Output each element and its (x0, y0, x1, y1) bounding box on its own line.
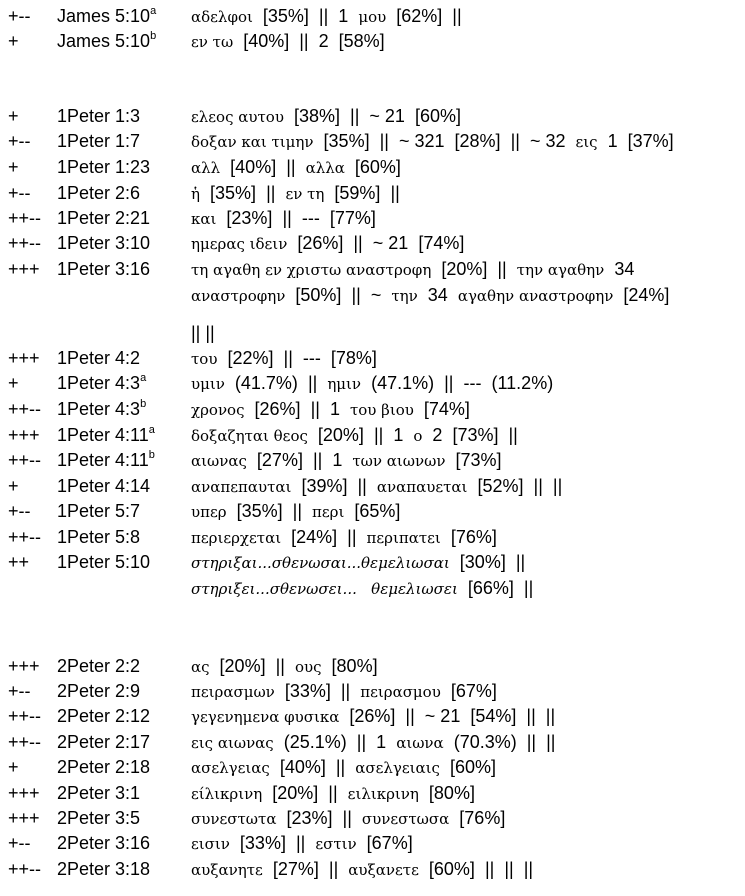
reading-annotation: [24%] (623, 285, 670, 305)
reading-annotation: || (286, 157, 296, 177)
greek-reading: ασελγειαις (355, 759, 440, 777)
variant-readings (191, 423, 518, 449)
verse-reference (57, 525, 140, 550)
variant-readings (191, 730, 555, 756)
verse-reference (57, 704, 150, 729)
rating-mark: + (8, 373, 19, 393)
rating-mark: +++ (8, 348, 40, 368)
rating-mark: ++-- (8, 706, 42, 726)
variant-readings (191, 499, 400, 525)
verse-reference (57, 781, 140, 806)
verse-reference (57, 499, 140, 524)
verse-reference-text: 2Peter 2:9 (57, 681, 141, 701)
rating-mark: ++-- (8, 208, 42, 228)
reading-annotation: [76%] (450, 527, 497, 547)
reading-annotation: || (310, 399, 320, 419)
rating-mark: + (8, 106, 19, 126)
greek-reading: αναστροφην (191, 287, 286, 305)
reading-annotation: || (351, 285, 361, 305)
verse-reference (57, 730, 150, 755)
reading-annotation: [35%] (262, 6, 309, 26)
reading-annotation: || (275, 656, 285, 676)
reading-annotation: || (405, 706, 415, 726)
variant-readings (191, 550, 525, 576)
reading-annotation: 1 (329, 399, 340, 419)
reading-annotation: [50%] (295, 285, 342, 305)
reading-annotation: [52%] (477, 476, 524, 496)
verse-reference (57, 206, 150, 231)
rating-mark: +-- (8, 833, 31, 853)
reading-annotation: [22%] (227, 348, 274, 368)
verse-reference (57, 129, 140, 154)
greek-reading: ειλικρινη (347, 785, 419, 803)
verse-reference-text: 1Peter 2:21 (57, 208, 151, 228)
verse-reference (57, 755, 150, 780)
reading-annotation: || (328, 783, 338, 803)
reading-annotation: || (295, 833, 306, 853)
variant-readings (191, 474, 562, 500)
verse-reference-text: James 5:10 (57, 31, 151, 51)
reading-annotation: || (266, 183, 276, 203)
variant-readings (191, 104, 461, 130)
reading-annotation: [67%] (450, 681, 497, 701)
verse-reference-text: 1Peter 4:3 (57, 399, 141, 419)
reading-annotation: || (515, 552, 526, 572)
reading-annotation: [35%] (210, 183, 257, 203)
reading-annotation: [30%] (459, 552, 506, 572)
reading-annotation: [33%] (239, 833, 286, 853)
reading-annotation: (41.7%) (234, 373, 298, 393)
reading-annotation: || (353, 233, 363, 253)
reading-annotation: [58%] (338, 31, 385, 51)
reading-annotation: || (497, 259, 507, 279)
verse-reference-text: 1Peter 4:3 (57, 373, 141, 393)
verse-reference-text: 1Peter 1:3 (57, 106, 141, 126)
greek-reading: τη αγαθη εν χριστω αναστροφη (191, 261, 432, 279)
greek-reading: αλλ (191, 159, 221, 177)
reading-annotation: [20%] (272, 783, 319, 803)
verse-reference-text: 1Peter 4:14 (57, 476, 151, 496)
verse-reference-text: 2Peter 3:16 (57, 833, 151, 853)
rating-mark: +-- (8, 131, 31, 151)
reading-annotation: || (504, 859, 514, 879)
greek-reading: εν τω (191, 33, 234, 51)
reading-annotation: || (526, 706, 536, 726)
greek-reading: στηριξαι...σθενωσαι...θεμελιωσαι (191, 554, 450, 572)
rating-mark: + (8, 31, 19, 51)
reading-annotation: || (357, 476, 367, 496)
variant-readings (191, 29, 385, 55)
reading-annotation: [28%] (454, 131, 501, 151)
greek-reading: χρονος (191, 401, 245, 419)
reading-annotation: || (328, 859, 339, 879)
reading-annotation: || (340, 681, 351, 701)
reading-annotation: || (484, 859, 495, 879)
reading-annotation: [40%] (243, 31, 290, 51)
greek-reading: δοξαζηται θεος (191, 427, 308, 445)
verse-reference-text: 1Peter 5:8 (57, 527, 141, 547)
verse-reference-text: 1Peter 5:7 (57, 501, 141, 521)
reading-annotation: [40%] (279, 757, 326, 777)
greek-reading: ους (294, 658, 322, 676)
verse-reference (57, 155, 150, 180)
variant-readings (191, 321, 215, 346)
reading-annotation: [80%] (331, 656, 378, 676)
reading-annotation: || (282, 208, 292, 228)
reading-annotation: [24%] (291, 527, 338, 547)
reading-annotation: 1 (338, 6, 349, 26)
reading-annotation: [37%] (627, 131, 674, 151)
rating-mark: ++-- (8, 859, 42, 879)
rating-mark: +-- (8, 6, 31, 26)
greek-reading: συνεστωτα (191, 810, 277, 828)
greek-reading: εισιν (191, 835, 230, 853)
verse-reference (57, 679, 140, 704)
rating-mark: ++-- (8, 399, 42, 419)
variant-readings (191, 781, 475, 807)
verse-reference-text: 2Peter 2:2 (57, 656, 141, 676)
reading-annotation: [80%] (428, 783, 475, 803)
verse-reference-superscript: a (148, 424, 155, 436)
reading-annotation: 34 (614, 259, 635, 279)
variant-readings (191, 129, 674, 155)
greek-reading: και (191, 210, 217, 228)
reading-annotation: || (318, 6, 329, 26)
reading-annotation: ~ 21 (424, 706, 461, 726)
verse-reference-text: 1Peter 2:6 (57, 183, 141, 203)
verse-reference-text: 1Peter 4:2 (57, 348, 141, 368)
reading-annotation: || (545, 706, 556, 726)
greek-reading: των αιωνων (352, 452, 446, 470)
reading-annotation: [26%] (297, 233, 344, 253)
reading-annotation: || (390, 183, 400, 203)
reading-annotation: || (508, 425, 518, 445)
reading-annotation: 2 (318, 31, 329, 51)
greek-reading: ημιν (327, 375, 362, 393)
reading-annotation: [26%] (349, 706, 396, 726)
greek-reading: αιωνα (396, 734, 444, 752)
reading-annotation: [67%] (366, 833, 413, 853)
variant-readings (191, 831, 413, 857)
reading-annotation: ~ (370, 285, 382, 305)
reading-annotation: [54%] (470, 706, 517, 726)
greek-reading: εν τη (285, 185, 325, 203)
reading-annotation: [23%] (226, 208, 273, 228)
rating-mark: +++ (8, 656, 40, 676)
greek-reading: αναπεπαυται (191, 478, 292, 496)
verse-reference-text: 2Peter 2:12 (57, 706, 151, 726)
greek-reading: συνεστωσα (361, 810, 450, 828)
greek-reading: αλλα (305, 159, 345, 177)
greek-reading: αιωνας (191, 452, 247, 470)
variant-readings (191, 857, 533, 883)
reading-annotation: ~ 21 (369, 106, 405, 126)
variant-readings (191, 155, 401, 181)
reading-annotation: [27%] (272, 859, 319, 879)
verse-reference-text: 1Peter 4:11 (57, 450, 149, 470)
greek-reading: ο (413, 427, 423, 445)
verse-reference (57, 346, 140, 371)
reading-annotation: ~ 32 (529, 131, 566, 151)
verse-reference-superscript: a (140, 372, 147, 384)
reading-annotation: [39%] (301, 476, 348, 496)
reading-annotation: [60%] (449, 757, 496, 777)
reading-annotation: [35%] (323, 131, 370, 151)
verse-reference-text: 2Peter 2:17 (57, 732, 151, 752)
reading-annotation: [33%] (284, 681, 331, 701)
greek-reading: μου (358, 8, 387, 26)
rating-mark: +-- (8, 501, 31, 521)
reading-annotation: ~ 321 (398, 131, 445, 151)
rating-mark: + (8, 757, 19, 777)
rating-mark: +++ (8, 425, 40, 445)
greek-reading: ελεος αυτου (191, 108, 284, 126)
reading-annotation: [74%] (418, 233, 465, 253)
reading-annotation: ~ 21 (372, 233, 409, 253)
rating-mark: ++-- (8, 450, 42, 470)
greek-reading: δοξαν και τιμην (191, 133, 314, 151)
reading-annotation: [77%] (329, 208, 376, 228)
variant-readings (191, 576, 533, 602)
reading-annotation: || (350, 106, 360, 126)
variant-readings (191, 654, 378, 680)
rating-mark: ++-- (8, 527, 42, 547)
rating-mark: + (8, 476, 19, 496)
greek-reading: ἡ (191, 185, 200, 203)
reading-annotation: [20%] (317, 425, 364, 445)
verse-reference-text: 1Peter 3:10 (57, 233, 151, 253)
reading-annotation: [65%] (354, 501, 401, 521)
greek-reading: του (191, 350, 218, 368)
greek-reading: αγαθην αναστροφην (457, 287, 614, 305)
greek-reading: υμιν (191, 375, 225, 393)
verse-reference (57, 231, 150, 256)
reading-annotation: [27%] (256, 450, 303, 470)
greek-reading: πειρασμων (191, 683, 275, 701)
reading-annotation: (25.1%) (283, 732, 347, 752)
reading-annotation: [59%] (334, 183, 381, 203)
verse-reference (57, 474, 150, 499)
reading-annotation: [66%] (467, 578, 514, 598)
rating-mark: +-- (8, 681, 31, 701)
greek-reading: την αγαθην (516, 261, 605, 279)
reading-annotation: || (510, 131, 520, 151)
greek-reading: εις αιωνας (191, 734, 274, 752)
greek-reading: αυξανετε (348, 861, 419, 879)
variant-readings (191, 525, 497, 551)
verse-reference-text: 2Peter 3:5 (57, 808, 141, 828)
reading-annotation: || || (191, 323, 215, 343)
variant-readings (191, 448, 502, 474)
variant-readings (191, 806, 505, 832)
reading-annotation: [20%] (219, 656, 266, 676)
reading-annotation: [35%] (236, 501, 283, 521)
reading-annotation: [73%] (452, 425, 499, 445)
reading-annotation: || (552, 476, 563, 496)
greek-reading: είλικρινη (191, 785, 263, 803)
reading-annotation: || (292, 501, 302, 521)
greek-reading: ας (191, 658, 210, 676)
rating-mark: ++ (8, 552, 30, 572)
variant-readings (191, 206, 376, 232)
greek-reading: του βιου (349, 401, 414, 419)
reading-annotation: 1 (393, 425, 404, 445)
reading-annotation: (47.1%) (371, 373, 435, 393)
verse-reference-text: 2Peter 2:18 (57, 757, 151, 777)
reading-annotation: [40%] (230, 157, 277, 177)
verse-reference-superscript: b (150, 30, 157, 42)
rating-mark: +++ (8, 808, 40, 828)
verse-reference (57, 4, 156, 32)
greek-reading: ασελγειας (191, 759, 270, 777)
variant-readings (191, 679, 497, 705)
verse-reference (57, 806, 140, 831)
reading-annotation: [23%] (286, 808, 333, 828)
reading-annotation: || (379, 131, 389, 151)
reading-annotation: [26%] (254, 399, 301, 419)
reading-annotation: || (546, 732, 556, 752)
reading-annotation: 1 (376, 732, 387, 752)
greek-reading: περιερχεται (191, 529, 282, 547)
reading-annotation: || (283, 348, 293, 368)
reading-annotation: || (444, 373, 454, 393)
reading-annotation: 1 (607, 131, 618, 151)
verse-reference-text: 1Peter 1:23 (57, 157, 151, 177)
verse-reference-superscript: b (148, 449, 155, 461)
greek-reading: αδελφοι (191, 8, 253, 26)
reading-annotation: || (307, 373, 318, 393)
verse-reference (57, 257, 150, 282)
variant-readings (191, 257, 634, 283)
rating-mark: + (8, 157, 19, 177)
reading-annotation: 1 (332, 450, 343, 470)
greek-reading: γεγενημενα φυσικα (191, 708, 340, 726)
verse-reference-text: 1Peter 4:11 (57, 425, 149, 445)
reading-annotation: [74%] (423, 399, 470, 419)
greek-reading: ημερας ιδειν (191, 235, 288, 253)
verse-reference (57, 371, 146, 399)
variant-readings (191, 397, 470, 423)
variant-readings (191, 346, 377, 372)
verse-reference-superscript: a (150, 5, 157, 17)
greek-reading: στηριξει...σθενωσει... θεμελιωσει (191, 580, 458, 598)
verse-reference (57, 29, 156, 57)
verse-reference-text: James 5:10 (57, 6, 151, 26)
reading-annotation: (70.3%) (453, 732, 517, 752)
reading-annotation: || (356, 732, 367, 752)
rating-mark: ++-- (8, 233, 42, 253)
reading-annotation: || (335, 757, 346, 777)
verse-reference-text: 1Peter 3:16 (57, 259, 151, 279)
verse-reference-text: 2Peter 3:18 (57, 859, 151, 879)
reading-annotation: 34 (427, 285, 448, 305)
verse-reference-text: 1Peter 1:7 (57, 131, 141, 151)
reading-annotation: [78%] (330, 348, 377, 368)
verse-reference (57, 654, 140, 679)
verse-reference (57, 104, 140, 129)
reading-annotation: || (299, 31, 309, 51)
verse-reference (57, 448, 155, 476)
variant-readings (191, 4, 462, 30)
reading-annotation: [60%] (414, 106, 461, 126)
verse-reference (57, 857, 150, 882)
reading-annotation: || (523, 859, 534, 879)
greek-reading: εστιν (315, 835, 357, 853)
reading-annotation: || (526, 732, 537, 752)
greek-reading: αυξανητε (191, 861, 263, 879)
reading-annotation: || (452, 6, 462, 26)
verse-reference (57, 181, 140, 206)
reading-annotation: || (523, 578, 534, 598)
reading-annotation: [76%] (459, 808, 506, 828)
reading-annotation: [60%] (428, 859, 475, 879)
greek-reading: υπερ (191, 503, 227, 521)
reading-annotation: (11.2%) (491, 373, 554, 393)
reading-annotation: [20%] (441, 259, 488, 279)
reading-annotation: || (312, 450, 323, 470)
reading-annotation: [62%] (396, 6, 443, 26)
variant-readings (191, 704, 555, 730)
greek-reading: αναπαυεται (376, 478, 468, 496)
rating-mark: +++ (8, 259, 40, 279)
variant-readings (191, 181, 400, 207)
verse-reference (57, 423, 155, 451)
verse-reference-superscript: b (140, 398, 147, 410)
rating-mark: +-- (8, 183, 31, 203)
verse-reference-text: 1Peter 5:10 (57, 552, 151, 572)
variant-readings (191, 231, 464, 257)
greek-reading: περι (312, 503, 345, 521)
variant-readings (191, 371, 553, 397)
reading-annotation: || (533, 476, 543, 496)
verse-reference (57, 550, 150, 575)
greek-reading: περιπατει (366, 529, 441, 547)
reading-annotation: [60%] (354, 157, 401, 177)
rating-mark: ++-- (8, 732, 42, 752)
greek-reading: την (391, 287, 418, 305)
variant-readings (191, 283, 669, 309)
reading-annotation: --- (463, 373, 482, 393)
reading-annotation: || (373, 425, 384, 445)
reading-annotation: || (347, 527, 357, 547)
greek-reading: πειρασμου (360, 683, 441, 701)
reading-annotation: 2 (432, 425, 443, 445)
verse-reference-text: 2Peter 3:1 (57, 783, 141, 803)
greek-reading: εις (575, 133, 598, 151)
rating-mark: +++ (8, 783, 40, 803)
reading-annotation: [73%] (455, 450, 502, 470)
reading-annotation: --- (301, 208, 320, 228)
reading-annotation: || (342, 808, 352, 828)
reading-annotation: [38%] (293, 106, 340, 126)
verse-reference (57, 397, 146, 425)
verse-reference (57, 831, 150, 856)
reading-annotation: --- (302, 348, 321, 368)
variant-readings (191, 755, 496, 781)
